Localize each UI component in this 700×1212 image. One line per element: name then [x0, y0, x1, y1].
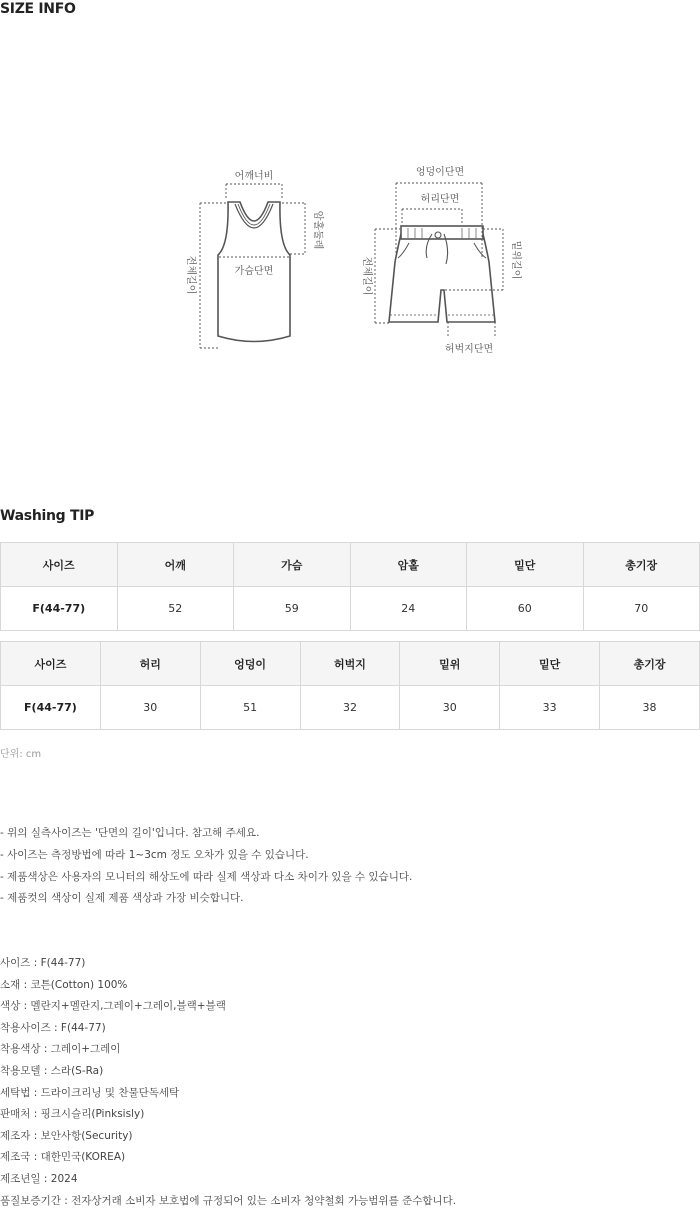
table-cell: 51	[200, 686, 300, 730]
table-cell: F(44-77)	[1, 686, 101, 730]
top-size-table	[0, 542, 700, 631]
shorts-illustration	[389, 226, 495, 322]
shoulder-width-label: 어깨너비	[234, 171, 274, 182]
note-line: - 제품색상은 사용자의 모니터의 해상도에 따라 실제 색상과 다소 차이가 있을 수 있습니다.	[0, 870, 413, 883]
armhole-label: 암홀둘레	[312, 210, 323, 250]
hip-width-label: 엉덩이단면	[415, 167, 465, 178]
table-header-cell: 어깨	[117, 543, 234, 587]
washing-tip-title: Washing TIP	[0, 508, 95, 524]
table-header-cell: 암홀	[350, 543, 467, 587]
table-cell: 59	[234, 587, 351, 631]
table-cell: 52	[117, 587, 234, 631]
table-header-cell: 밑위	[400, 642, 500, 686]
info-line: 착용색상 : 그레이+그레이	[0, 1043, 121, 1056]
table-header-cell: 허리	[100, 642, 200, 686]
info-line: 착용사이즈 : F(44-77)	[0, 1021, 106, 1034]
note-line: - 위의 실측사이즈는 '단면의 길이'입니다. 참고해 주세요.	[0, 827, 260, 839]
table-header-cell: 가슴	[234, 543, 351, 587]
table-header-row	[1, 543, 700, 587]
table-cell: 38	[600, 686, 700, 730]
table-cell: 30	[100, 686, 200, 730]
table-cell: 60	[467, 587, 584, 631]
top-total-length-label: 전체길이	[185, 255, 196, 295]
thigh-width-label: 허벅지단면	[444, 344, 494, 355]
info-line: 사이즈 : F(44-77)	[0, 957, 86, 969]
table-cell: 33	[500, 686, 600, 730]
table-header-row	[1, 642, 700, 686]
table-row	[1, 587, 700, 631]
info-line: 세탁법 : 드라이크리닝 및 찬물단독세탁	[0, 1086, 180, 1099]
table-cell: 24	[350, 587, 467, 631]
table-header-cell: 총기장	[600, 642, 700, 686]
info-line: 착용모델 : 스라(S-Ra)	[0, 1064, 104, 1077]
size-diagram	[0, 150, 700, 370]
table-cell: 30	[400, 686, 500, 730]
waist-width-label: 허리단면	[420, 194, 460, 205]
product-info	[0, 953, 456, 1212]
note-line: - 제품컷의 색상이 실제 제품 색상과 가장 비슷합니다.	[0, 892, 244, 905]
size-info-title: SIZE INFO	[0, 1, 76, 17]
table-cell: F(44-77)	[1, 587, 118, 631]
info-line: 제조년일 : 2024	[0, 1172, 78, 1185]
info-line: 색상 : 멜란지+멜란지,그레이+그레이,블랙+블랙	[0, 1000, 226, 1013]
info-line: 제조국 : 대한민국(KOREA)	[0, 1151, 126, 1164]
table-header-cell: 밑단	[500, 642, 600, 686]
chest-width-label: 가슴단면	[234, 266, 274, 277]
shorts-total-length-label: 전체길이	[361, 256, 372, 296]
table-cell: 32	[300, 686, 400, 730]
info-line: 제조자 : 보안사항(Security)	[0, 1129, 133, 1142]
table-header-cell: 엉덩이	[200, 642, 300, 686]
size-notes	[0, 823, 412, 910]
table-cell: 70	[583, 587, 700, 631]
table-header-cell: 총기장	[583, 543, 700, 587]
info-line: 소재 : 코튼(Cotton) 100%	[0, 978, 128, 991]
bottom-size-table	[0, 641, 700, 730]
table-header-cell: 밑단	[467, 543, 584, 587]
table-header-cell: 허벅지	[300, 642, 400, 686]
rise-length-label: 밑위길이	[510, 240, 521, 280]
table-header-cell: 사이즈	[1, 543, 118, 587]
table-header-cell: 사이즈	[1, 642, 101, 686]
note-line: - 사이즈는 측정방법에 따라 1~3cm 정도 오차가 있을 수 있습니다.	[0, 848, 309, 861]
info-line: 판매처 : 핑크시슬리(Pinksisly)	[0, 1108, 145, 1121]
unit-label: 단위: cm	[0, 749, 42, 760]
info-line: 품질보증기간 : 전자상거래 소비자 보호법에 규정되어 있는 소비자 청약철회 가능범위를 준수합니다.	[0, 1194, 457, 1207]
table-row	[1, 686, 700, 730]
